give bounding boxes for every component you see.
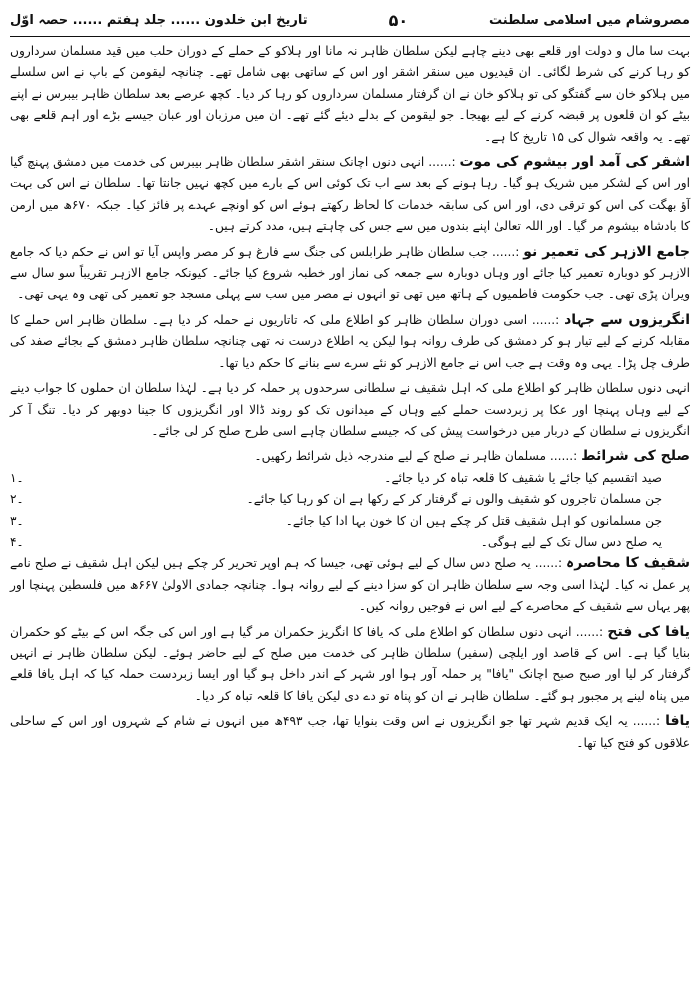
paragraph-shaqif-attack: انہی دنوں سلطان ظاہر کو اطلاع ملی کہ اہل شقیف نے سلطانی سرحدوں پر حملہ کر دیا ہے۔ لہٰذا سلطان ان حملوں کا جواب دینے کے لیے وہاں پہنچا اور عکا پر زبردست حملے کیے وہاں کے میدانوں تک کو روند ڈالا اور انگریزوں کا جینا دوبھر کر دیا۔ تنگ آ کر انگریزوں نے سلطان کے دربار میں درخواست پیش کی کہ جیسے سلطان چاہے اسی طرح صلح کر لی جائے۔	[10, 381, 690, 438]
term-text: جن مسلمانوں کو اہل شقیف قتل کر چکے ہیں ان کا خون بہا ادا کیا جائے۔	[285, 513, 662, 528]
book-title: تاریخ ابن خلدون ...... جلد ہفتم ...... حصہ اوّل	[10, 12, 308, 28]
page-number: ۵۰	[388, 10, 409, 30]
list-item	[10, 532, 690, 553]
section-jaffa-history	[10, 711, 690, 754]
list-item	[10, 511, 690, 532]
section-text: :...... مسلمان ظاہر نے صلح کے لیے مندرجہ ذیل شرائط رکھیں۔	[254, 449, 578, 464]
section-heading: یافا کی فتح	[607, 623, 691, 640]
intro-paragraph: بہت سا مال و دولت اور قلعے بھی دینے چاہے لیکن سلطان ظاہر نہ مانا اور ہلاکو کے حملے کے دوران حلب میں قید مسلمان سرداروں کو رہا کرنے کی شرط لگائی۔ ان قیدیوں میں سنقر اشقر اور اس کے ساتھی بھی شامل تھے۔ چنانچہ لیقومن کے باپ نے اس سلسلے میں ہلاکو خان سے گفتگو کی تو ہلاکو خان نے ان گرفتار مسلمان سرداروں کو رہا کر دیا۔ کچھ عرصے بعد سلطان ظاہر بیبرس نے اپنے بیٹے کو ان قلعوں پر قبضہ کرنے کے لیے بھیجا۔ جو لیقومن کے بدلے دیئے گئے تھے۔ ان میں مرزبان اور عبان جیسے بڑے اور اہم قلعے بھی تھے۔ یہ واقعہ شوال کی ۱۵ تاریخ کا ہے۔	[10, 44, 690, 144]
list-item	[10, 468, 690, 489]
section-heading: یافا	[665, 713, 691, 730]
section-jihad	[10, 310, 690, 374]
page-header	[10, 6, 690, 34]
section-ashqar	[10, 152, 690, 238]
section-siege	[10, 553, 690, 617]
term-text: یہ صلح دس سال تک کے لیے ہوگی۔	[480, 534, 662, 549]
section-text: :...... جب سلطان ظاہر طرابلس کی جنگ سے فارغ ہو کر مصر واپس آیا تو اس نے حکم دیا کہ جامع الازہر کو دوبارہ تعمیر کیا جائے اور وہاں دوبارہ سے جمعہ کی نماز اور خطبہ شروع کیا جائے۔ کیونکہ جامع الازہر تقریباً سو سال سے ویران پڑی تھی۔ جب حکومت فاطمیوں کے ہاتھ میں تھی تو انہوں نے مصر میں سب سے پہلی مسجد جو تعمیر کی تھی وہ یہی تھی۔	[10, 244, 690, 302]
section-peace-terms	[10, 446, 690, 467]
term-number: ۴۔	[10, 534, 24, 549]
term-text: جن مسلمان تاجروں کو شقیف والوں نے گرفتار کر کے رکھا ہے ان کو رہا کیا جائے۔	[246, 492, 662, 507]
section-heading: جامع الازہر کی تعمیر نو	[523, 243, 690, 260]
section-text: :...... انہی دنوں سلطان کو اطلاع ملی کہ یافا کا انگریز حکمران مر گیا ہے اور اس کی جگہ اس کے بیٹے کو حکمران بنایا گیا ہے۔ اس کے قاصد اور ایلچی (سفیر) سلطان ظاہر کی خدمت میں صلح کے لیے حاضر ہوئے۔ لیکن سلطان ظاہر نے انہیں گرفتار کر لیا اور صبح صبح اچانک "یافا" پر حملہ آور ہوا اور شہر کے اندر داخل ہو گیا اور ایسا زبردست حملہ کیا کہ اہل یافا قلعے میں پناہ لینے پر مجبور ہو گئے۔ سلطان ظاہر نے ان کو پناہ تو دے دی لیکن یافا کا قلعہ تباہ کر دیا۔	[10, 624, 690, 703]
section-heading: انگریزوں سے جہاد	[564, 311, 691, 328]
section-heading: صلح کی شرائط	[581, 448, 690, 465]
section-text: :...... اسی دوران سلطان ظاہر کو اطلاع ملی کہ تاتاریوں نے حملہ کر دیا ہے۔ سلطان ظاہر اس حملے کا مقابلہ کرنے کے لیے تیار ہو کر دمشق کی طرف روانہ ہوا لیکن یہ اطلاع درست نہ تھی چنانچہ سلطان ظاہر دمشق کے بجائے صفد کی طرف چل پڑا۔ یہی وہ وقت ہے جب اس نے جامع الازہر کو نئے سرے سے بنانے کا حکم دیا تھا۔	[10, 312, 690, 370]
term-number: ۳۔	[10, 513, 24, 528]
section-text: :...... یہ ایک قدیم شہر تھا جو انگریزوں نے اس وقت بنوایا تھا، جب ۴۹۳ھ میں انہوں نے شام کے شہروں اور اس کے ساحلی علاقوں کو فتح کیا تھا۔	[10, 714, 690, 750]
header-rule	[10, 36, 690, 37]
term-number: ۲۔	[10, 492, 24, 507]
section-heading: شقیف کا محاصرہ	[566, 555, 690, 572]
running-title: مصروشام میں اسلامی سلطنت	[489, 12, 690, 28]
page-body	[10, 41, 690, 754]
term-text: صید اتقسیم کیا جائے یا شقیف کا قلعہ تباہ کر دیا جائے۔	[384, 470, 662, 485]
section-text: :...... یہ صلح دس سال کے لیے ہوئی تھی، جیسا کہ ہم اوپر تحریر کر چکے ہیں لیکن اہل شقیف نے صلح نامے پر عمل نہ کیا۔ لہٰذا اسی وجہ سے سلطان ظاہر ان کو سزا دینے کے لیے روانہ ہوا۔ چنانچہ جمادی الاولیٰ ۶۶۷ھ میں فلسطین پہنچا اور پھر یہاں سے شقیف کے محاصرے کے لیے اس نے فوجیں روانہ کیں۔	[10, 556, 690, 614]
section-jaffa	[10, 622, 690, 708]
section-heading: اشقر کی آمد اور بیشوم کی موت	[459, 154, 691, 171]
term-number: ۱۔	[10, 470, 24, 485]
peace-terms-list	[10, 468, 690, 554]
section-text: :...... انہی دنوں اچانک سنقر اشقر سلطان ظاہر بیبرس کی خدمت میں دمشق پہنچ گیا اور اس کے لشکر میں شریک ہو گیا۔ رہا ہونے کے بعد سے اب تک کوئی اس کے بارے میں کچھ نہیں جانتا تھا۔ سلطان نے اس کی بہت آؤ بھگت کی اس کو ترقی دی، اور اس کی سابقہ خدمات کا لحاظ رکھتے ہوئے اس کو اونچے عہدے پر فائز کیا۔ جبکہ ۶۷۰ھ میں ارمن کا بادشاہ بیشوم مر گیا۔ اور اللہ تعالیٰ اپنے بندوں میں سے جس کی چاہتے ہیں، مدد کرتے ہیں۔	[10, 155, 690, 234]
section-azhar	[10, 242, 690, 306]
list-item	[10, 489, 690, 510]
